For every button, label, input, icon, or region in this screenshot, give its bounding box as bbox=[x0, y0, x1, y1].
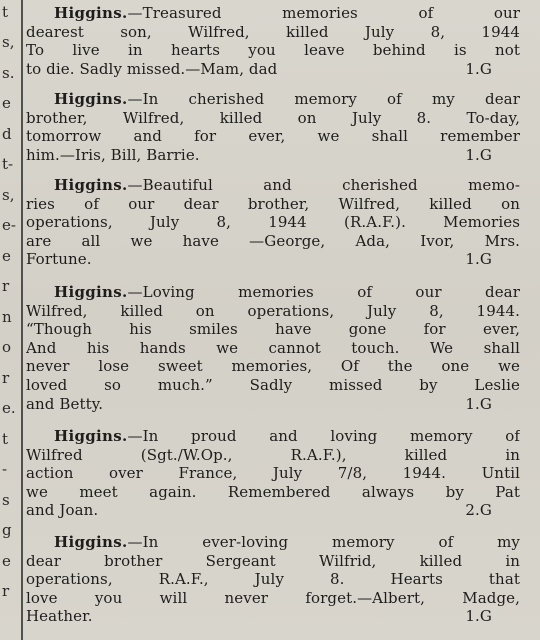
notice-line: tomorrow and for ever, we shall remember bbox=[26, 127, 520, 146]
notice-line: Fortune. 1.G bbox=[26, 250, 492, 269]
memoriam-column bbox=[26, 0, 520, 640]
notice-line: to die. Sadly missed.—Mam, dad 1.G bbox=[26, 59, 492, 78]
edge-fragment: g bbox=[2, 521, 12, 539]
notice-line: Higgins.—In proud and loving memory of bbox=[54, 427, 520, 445]
edge-fragment: e- bbox=[2, 216, 16, 234]
notice-line: and Betty. 1.G bbox=[26, 394, 492, 413]
notice-line: Higgins.—In cherished memory of my dear bbox=[54, 90, 520, 108]
edge-fragment: s, bbox=[2, 33, 15, 51]
notice-line: Wilfred, killed on operations, July 8, 1944. bbox=[26, 301, 520, 320]
edge-fragment: - bbox=[2, 460, 8, 478]
edge-fragment: r bbox=[2, 369, 10, 387]
notice-signature: 2.G bbox=[465, 501, 492, 520]
notice-signature: 1.G bbox=[465, 607, 492, 626]
memorial-notice bbox=[26, 90, 520, 164]
notice-line: and Joan. 2.G bbox=[26, 501, 492, 520]
edge-fragment: r bbox=[2, 277, 10, 295]
memorial-notice bbox=[26, 283, 520, 413]
memorial-notice bbox=[26, 4, 520, 78]
notice-line: To live in hearts you leave behind is not bbox=[26, 41, 520, 60]
notice-line: ries of our dear brother, Wilfred, killed on bbox=[26, 194, 520, 213]
edge-fragment: t bbox=[2, 430, 9, 448]
notice-surname: Higgins. bbox=[54, 90, 128, 108]
edge-fragment: s bbox=[2, 491, 10, 509]
notice-line: Higgins.—Loving memories of our dear bbox=[54, 283, 520, 301]
notice-surname: Higgins. bbox=[54, 4, 128, 22]
notice-surname: Higgins. bbox=[54, 176, 128, 194]
edge-fragment: o bbox=[2, 338, 12, 356]
notice-line: we meet again. Remembered always by Pat bbox=[26, 482, 520, 501]
edge-fragment: t- bbox=[2, 155, 14, 173]
notice-line: Higgins.—Beautiful and cherished memo- bbox=[54, 176, 520, 194]
notice-line: operations, July 8, 1944 (R.A.F.). Memories bbox=[26, 213, 520, 232]
notice-line: dearest son, Wilfred, killed July 8, 1944 bbox=[26, 22, 520, 41]
notice-line: Heather. 1.G bbox=[26, 607, 492, 626]
notice-line: him.—Iris, Bill, Barrie. 1.G bbox=[26, 145, 492, 164]
memorial-notice bbox=[26, 427, 520, 520]
edge-fragment: e bbox=[2, 94, 11, 112]
notice-line: brother, Wilfred, killed on July 8. To-day, bbox=[26, 108, 520, 127]
notice-line: are all we have —George, Ada, Ivor, Mrs. bbox=[26, 231, 520, 250]
edge-fragment: d bbox=[2, 125, 12, 143]
memorial-notice bbox=[26, 176, 520, 269]
edge-fragment: e bbox=[2, 552, 11, 570]
notice-line: dear brother Sergeant Wilfrid, killed in bbox=[26, 551, 520, 570]
notice-line: And his hands we cannot touch. We shall bbox=[26, 338, 520, 357]
adjacent-column-fragments bbox=[0, 0, 20, 640]
memorial-notice bbox=[26, 533, 520, 626]
notice-signature: 1.G bbox=[465, 250, 492, 269]
edge-fragment: s, bbox=[2, 186, 15, 204]
edge-fragment: n bbox=[2, 308, 12, 326]
notice-line: love you will never forget.—Albert, Madge, bbox=[26, 588, 520, 607]
notice-line: loved so much.” Sadly missed by Leslie bbox=[26, 375, 520, 394]
notice-line: Higgins.—Treasured memories of our bbox=[54, 4, 520, 22]
notice-line: action over France, July 7/8, 1944. Until bbox=[26, 464, 520, 483]
notice-surname: Higgins. bbox=[54, 427, 128, 445]
notice-signature: 1.G bbox=[465, 145, 492, 164]
notice-line: Higgins.—In ever-loving memory of my bbox=[54, 533, 520, 551]
notice-surname: Higgins. bbox=[54, 533, 128, 551]
notice-line: operations, R.A.F., July 8. Hearts that bbox=[26, 570, 520, 589]
notice-signature: 1.G bbox=[465, 394, 492, 413]
column-rule bbox=[21, 0, 23, 640]
edge-fragment: e bbox=[2, 247, 11, 265]
edge-fragment: e. bbox=[2, 399, 16, 417]
notice-surname: Higgins. bbox=[54, 283, 128, 301]
edge-fragment: r bbox=[2, 582, 10, 600]
notice-signature: 1.G bbox=[465, 59, 492, 78]
notice-line: never lose sweet memories, Of the one we bbox=[26, 357, 520, 376]
notice-line: Wilfred (Sgt./W.Op., R.A.F.), killed in bbox=[26, 445, 520, 464]
edge-fragment: t bbox=[2, 3, 9, 21]
edge-fragment: s. bbox=[2, 64, 15, 82]
notice-line: “Though his smiles have gone for ever, bbox=[26, 320, 520, 339]
